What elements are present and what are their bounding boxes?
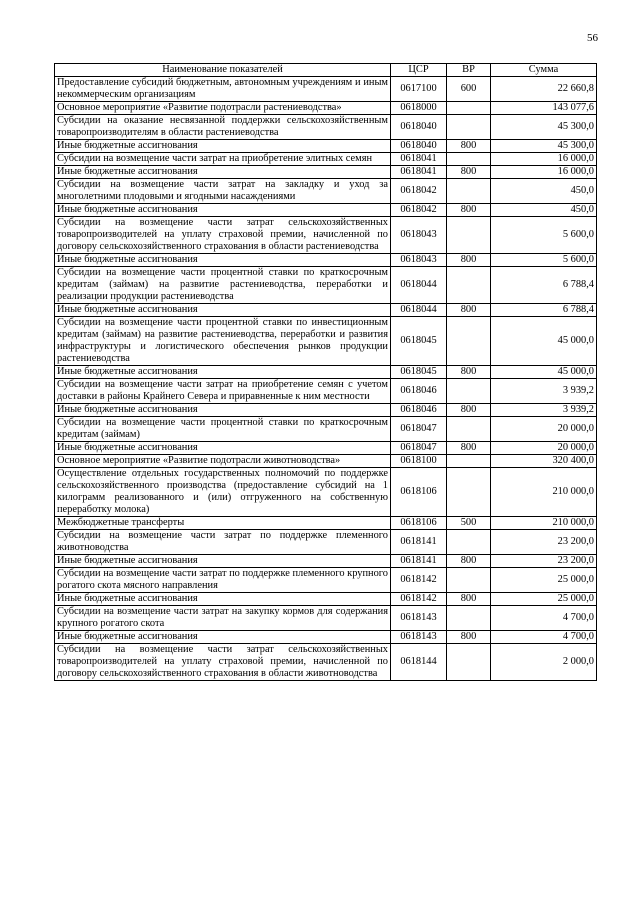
cell-code: 0618043 xyxy=(391,254,447,267)
cell-vr xyxy=(447,217,491,254)
table-row xyxy=(55,555,597,568)
cell-name: Субсидии на оказание несвязанной поддержки сельскохозяйственным товаропроизводителям в области растениеводства xyxy=(55,115,391,140)
cell-code: 0617100 xyxy=(391,77,447,102)
cell-name: Иные бюджетные ассигнования xyxy=(55,140,391,153)
cell-sum: 3 939,2 xyxy=(491,379,597,404)
cell-sum: 45 000,0 xyxy=(491,317,597,366)
table-row xyxy=(55,417,597,442)
cell-sum: 20 000,0 xyxy=(491,417,597,442)
cell-vr: 500 xyxy=(447,517,491,530)
cell-vr: 800 xyxy=(447,404,491,417)
table-row xyxy=(55,366,597,379)
cell-code: 0618041 xyxy=(391,166,447,179)
cell-code: 0618106 xyxy=(391,517,447,530)
table-row xyxy=(55,304,597,317)
cell-name: Иные бюджетные ассигнования xyxy=(55,254,391,267)
cell-name: Иные бюджетные ассигнования xyxy=(55,204,391,217)
cell-vr xyxy=(447,530,491,555)
cell-name: Иные бюджетные ассигнования xyxy=(55,366,391,379)
table-row xyxy=(55,153,597,166)
table-row xyxy=(55,77,597,102)
cell-vr: 800 xyxy=(447,166,491,179)
cell-code: 0618142 xyxy=(391,568,447,593)
cell-name: Иные бюджетные ассигнования xyxy=(55,304,391,317)
cell-code: 0618046 xyxy=(391,379,447,404)
header-sum: Сумма xyxy=(491,64,597,77)
table-row xyxy=(55,593,597,606)
cell-code: 0618100 xyxy=(391,455,447,468)
cell-vr xyxy=(447,568,491,593)
cell-sum: 16 000,0 xyxy=(491,166,597,179)
table-row xyxy=(55,115,597,140)
cell-vr xyxy=(447,455,491,468)
cell-name: Предоставление субсидий бюджетным, автономным учреждениям и иным некоммерческим организациям xyxy=(55,77,391,102)
cell-code: 0618141 xyxy=(391,530,447,555)
cell-code: 0618143 xyxy=(391,631,447,644)
table-row xyxy=(55,317,597,366)
cell-code: 0618043 xyxy=(391,217,447,254)
cell-name: Субсидии на возмещение части затрат по поддержке племенного животноводства xyxy=(55,530,391,555)
cell-vr: 800 xyxy=(447,204,491,217)
table-row xyxy=(55,517,597,530)
cell-sum: 450,0 xyxy=(491,179,597,204)
cell-name: Субсидии на возмещение части процентной ставки по краткосрочным кредитам (займам) xyxy=(55,417,391,442)
cell-vr xyxy=(447,417,491,442)
cell-sum: 23 200,0 xyxy=(491,555,597,568)
cell-name: Основное мероприятие «Развитие подотрасли растениеводства» xyxy=(55,102,391,115)
cell-sum: 4 700,0 xyxy=(491,631,597,644)
cell-code: 0618042 xyxy=(391,204,447,217)
cell-sum: 6 788,4 xyxy=(491,304,597,317)
cell-name: Субсидии на возмещение части процентной ставки по инвестиционным кредитам (займам) на развитие растениеводства, переработки и развития инфраструктуры и логистического обеспечения рынков продукции растениеводства xyxy=(55,317,391,366)
cell-sum: 23 200,0 xyxy=(491,530,597,555)
table-row xyxy=(55,166,597,179)
cell-sum: 5 600,0 xyxy=(491,254,597,267)
cell-vr xyxy=(447,179,491,204)
cell-code: 0618000 xyxy=(391,102,447,115)
cell-sum: 3 939,2 xyxy=(491,404,597,417)
cell-name: Субсидии на возмещение части затрат на закупку кормов для содержания крупного рогатого скота xyxy=(55,606,391,631)
cell-code: 0618042 xyxy=(391,179,447,204)
table-row xyxy=(55,179,597,204)
cell-sum: 20 000,0 xyxy=(491,442,597,455)
cell-code: 0618047 xyxy=(391,442,447,455)
cell-name: Иные бюджетные ассигнования xyxy=(55,631,391,644)
cell-sum: 210 000,0 xyxy=(491,468,597,517)
cell-vr xyxy=(447,379,491,404)
cell-vr xyxy=(447,606,491,631)
cell-code: 0618045 xyxy=(391,366,447,379)
table-row xyxy=(55,644,597,681)
cell-sum: 143 077,6 xyxy=(491,102,597,115)
cell-vr: 800 xyxy=(447,254,491,267)
cell-sum: 5 600,0 xyxy=(491,217,597,254)
header-code: ЦСР xyxy=(391,64,447,77)
cell-sum: 2 000,0 xyxy=(491,644,597,681)
table-row xyxy=(55,404,597,417)
cell-vr: 800 xyxy=(447,593,491,606)
cell-code: 0618144 xyxy=(391,644,447,681)
budget-table xyxy=(54,63,597,681)
cell-vr: 800 xyxy=(447,366,491,379)
table-row xyxy=(55,379,597,404)
cell-name: Субсидии на возмещение части затрат на приобретение элитных семян xyxy=(55,153,391,166)
cell-sum: 450,0 xyxy=(491,204,597,217)
cell-vr: 800 xyxy=(447,304,491,317)
cell-name: Осуществление отдельных государственных полномочий по поддержке сельскохозяйственного производства (предоставление субсидий на 1 килограмм реализованного и (или) отгруженного на собственную переработку молока) xyxy=(55,468,391,517)
cell-code: 0618045 xyxy=(391,317,447,366)
table-row xyxy=(55,530,597,555)
cell-sum: 4 700,0 xyxy=(491,606,597,631)
cell-code: 0618047 xyxy=(391,417,447,442)
cell-sum: 25 000,0 xyxy=(491,568,597,593)
cell-vr: 800 xyxy=(447,442,491,455)
header-vr: ВР xyxy=(447,64,491,77)
cell-name: Субсидии на возмещение части затрат сельскохозяйственных товаропроизводителей на уплату страховой премии, начисленной по договору сельскохозяйственного страхования в области растениеводства xyxy=(55,217,391,254)
table-body xyxy=(55,77,597,681)
table-row xyxy=(55,140,597,153)
header-name: Наименование показателей xyxy=(55,64,391,77)
cell-sum: 210 000,0 xyxy=(491,517,597,530)
cell-code: 0618044 xyxy=(391,267,447,304)
cell-code: 0618040 xyxy=(391,115,447,140)
cell-sum: 22 660,8 xyxy=(491,77,597,102)
cell-vr xyxy=(447,102,491,115)
cell-sum: 45 300,0 xyxy=(491,140,597,153)
table-row xyxy=(55,217,597,254)
cell-vr xyxy=(447,115,491,140)
cell-sum: 25 000,0 xyxy=(491,593,597,606)
cell-name: Иные бюджетные ассигнования xyxy=(55,404,391,417)
cell-sum: 45 300,0 xyxy=(491,115,597,140)
table-row xyxy=(55,254,597,267)
table-row xyxy=(55,468,597,517)
cell-name: Субсидии на возмещение части затрат сельскохозяйственных товаропроизводителей на уплату страховой премии, начисленной по договору сельскохозяйственного страхования в области животноводства xyxy=(55,644,391,681)
cell-code: 0618044 xyxy=(391,304,447,317)
cell-vr: 800 xyxy=(447,140,491,153)
cell-name: Субсидии на возмещение части затрат по поддержке племенного крупного рогатого скота мясного направления xyxy=(55,568,391,593)
cell-code: 0618141 xyxy=(391,555,447,568)
cell-code: 0618040 xyxy=(391,140,447,153)
cell-name: Иные бюджетные ассигнования xyxy=(55,593,391,606)
cell-vr xyxy=(447,644,491,681)
table-row xyxy=(55,631,597,644)
cell-vr: 600 xyxy=(447,77,491,102)
cell-vr: 800 xyxy=(447,631,491,644)
cell-vr: 800 xyxy=(447,555,491,568)
table-row xyxy=(55,606,597,631)
cell-code: 0618046 xyxy=(391,404,447,417)
cell-name: Иные бюджетные ассигнования xyxy=(55,555,391,568)
table-row xyxy=(55,267,597,304)
table-row xyxy=(55,442,597,455)
cell-vr xyxy=(447,153,491,166)
cell-name: Межбюджетные трансферты xyxy=(55,517,391,530)
page-number: 56 xyxy=(587,32,598,44)
cell-code: 0618143 xyxy=(391,606,447,631)
cell-vr xyxy=(447,317,491,366)
cell-sum: 6 788,4 xyxy=(491,267,597,304)
cell-code: 0618142 xyxy=(391,593,447,606)
cell-name: Субсидии на возмещение части процентной ставки по краткосрочным кредитам (займам) на развитие растениеводства, переработки и реализации продукции растениеводства xyxy=(55,267,391,304)
cell-sum: 320 400,0 xyxy=(491,455,597,468)
cell-sum: 45 000,0 xyxy=(491,366,597,379)
cell-code: 0618106 xyxy=(391,468,447,517)
table-row xyxy=(55,568,597,593)
table-row xyxy=(55,102,597,115)
cell-name: Основное мероприятие «Развитие подотрасли животноводства» xyxy=(55,455,391,468)
cell-name: Субсидии на возмещение части затрат на приобретение семян с учетом доставки в районы Крайнего Севера и приравненные к ним местности xyxy=(55,379,391,404)
cell-name: Субсидии на возмещение части затрат на закладку и уход за многолетними плодовыми и ягодными насаждениями xyxy=(55,179,391,204)
table-header-row xyxy=(55,64,597,77)
cell-code: 0618041 xyxy=(391,153,447,166)
cell-sum: 16 000,0 xyxy=(491,153,597,166)
cell-name: Иные бюджетные ассигнования xyxy=(55,442,391,455)
table-row xyxy=(55,204,597,217)
cell-vr xyxy=(447,468,491,517)
cell-name: Иные бюджетные ассигнования xyxy=(55,166,391,179)
table-row xyxy=(55,455,597,468)
cell-vr xyxy=(447,267,491,304)
